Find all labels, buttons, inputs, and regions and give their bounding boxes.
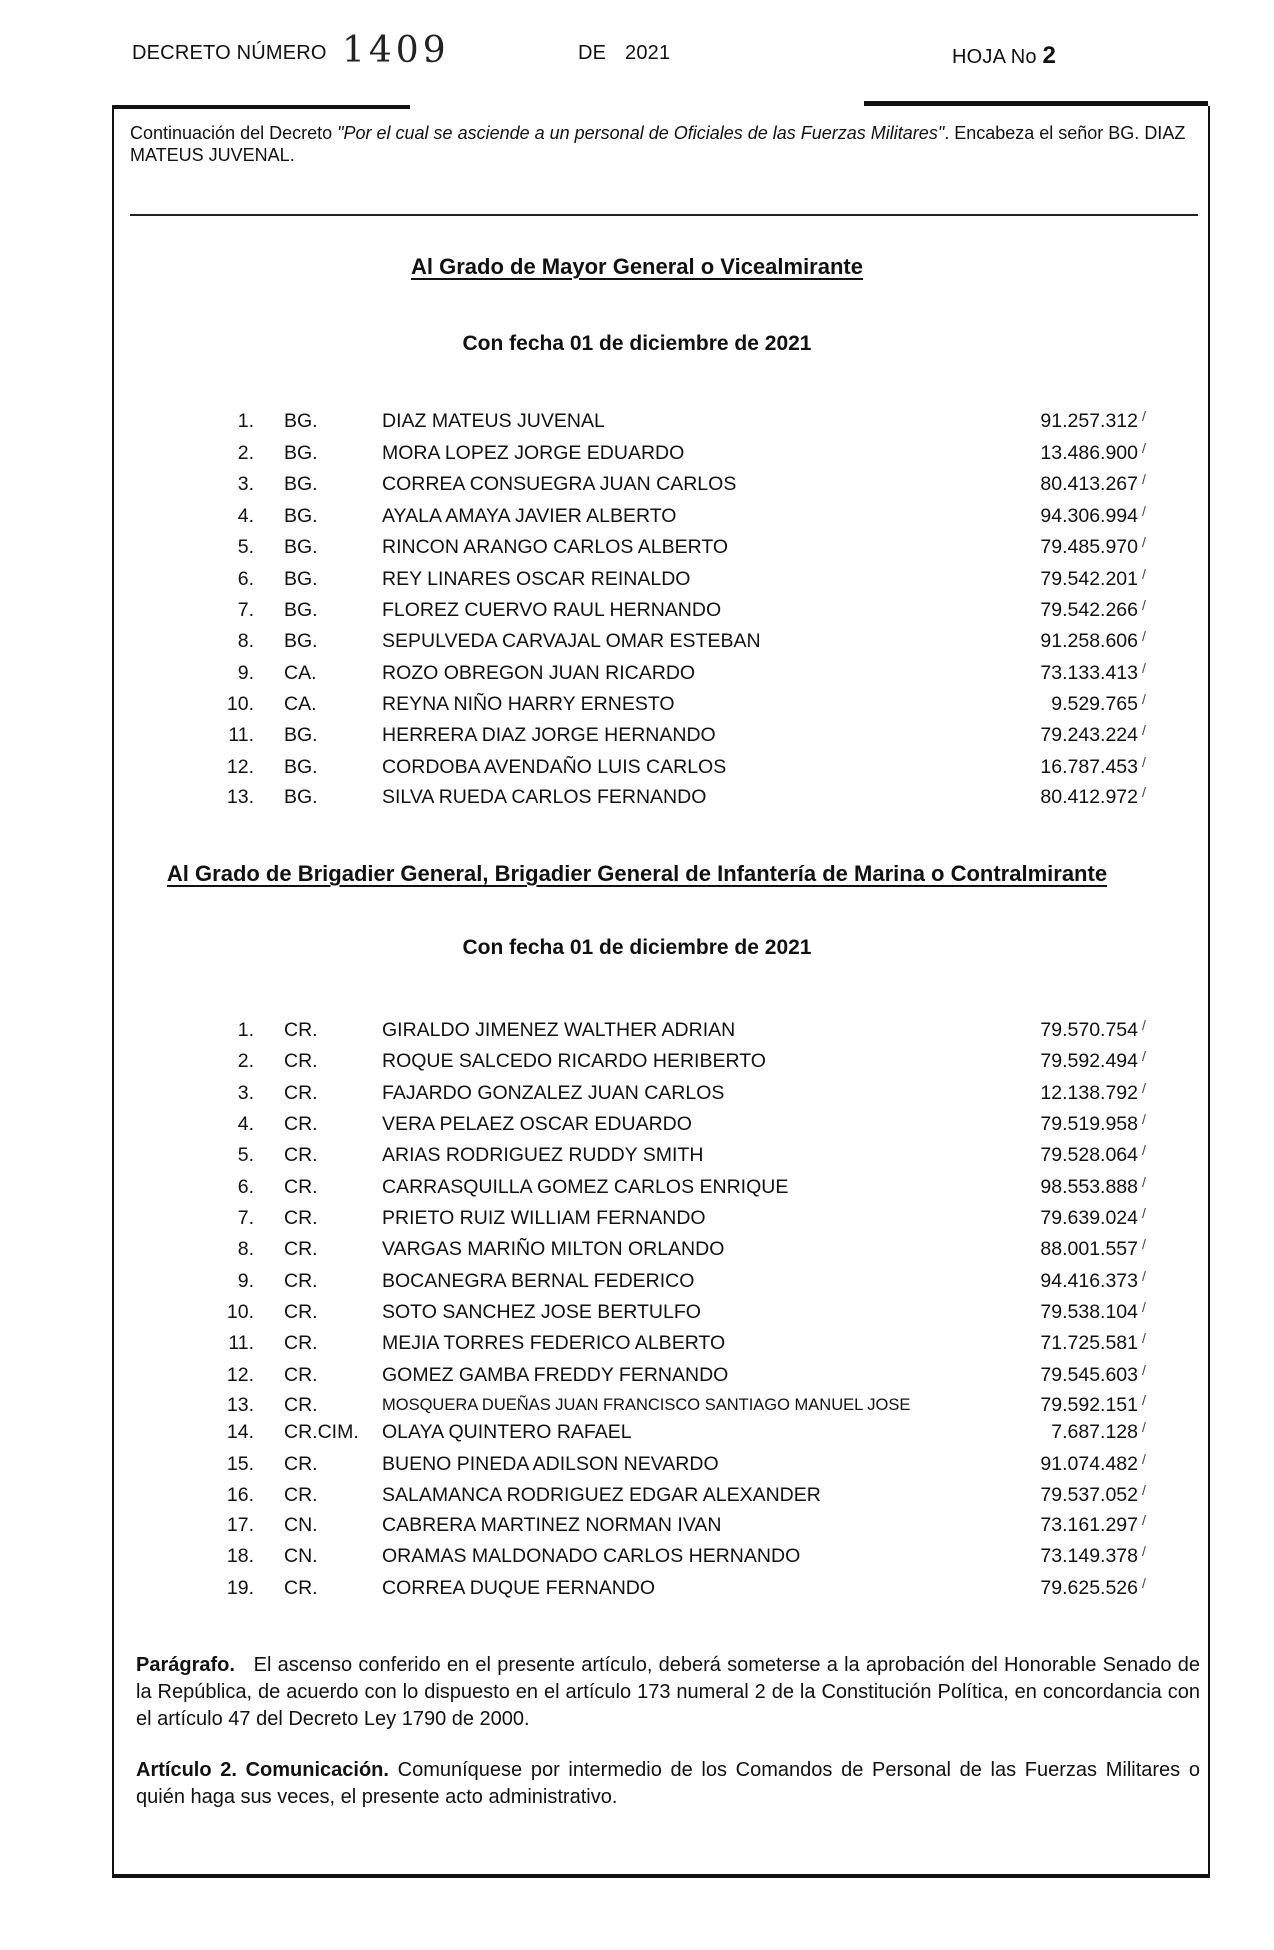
row-number: 9.	[237, 1270, 254, 1292]
row-name: REY LINARES OSCAR REINALDO	[382, 568, 691, 590]
intro-divider	[130, 214, 1198, 216]
row-name: VERA PELAEZ OSCAR EDUARDO	[382, 1113, 692, 1135]
table-row	[0, 756, 1274, 782]
row-id-number: 79.542.266	[1040, 599, 1138, 621]
table-row	[0, 786, 1274, 812]
row-rank: CR.	[284, 1301, 318, 1323]
check-mark-icon: /	[1142, 754, 1146, 770]
row-number: 6.	[237, 1176, 254, 1198]
row-number: 14.	[226, 1421, 254, 1443]
table-row	[0, 1270, 1274, 1296]
check-mark-icon: /	[1142, 1299, 1146, 1315]
row-name: ORAMAS MALDONADO CARLOS HERNANDO	[382, 1545, 801, 1567]
articulo-2	[136, 1757, 1200, 1811]
row-number: 17.	[226, 1514, 254, 1536]
row-id-number: 16.787.453	[1040, 756, 1138, 778]
table-row	[0, 630, 1274, 656]
table-row	[0, 1577, 1274, 1603]
check-mark-icon: /	[1142, 1543, 1146, 1559]
row-id-number: 71.725.581	[1040, 1332, 1138, 1354]
row-rank: BG.	[284, 410, 318, 432]
decree-number: 1409	[342, 30, 450, 71]
table-row	[0, 1394, 1274, 1420]
table-row	[0, 442, 1274, 468]
row-number: 5.	[237, 1144, 254, 1166]
row-id-number: 79.592.494	[1040, 1050, 1138, 1072]
row-rank: CR.	[284, 1207, 318, 1229]
row-rank: BG.	[284, 536, 318, 558]
row-id-number: 80.412.972	[1040, 786, 1138, 808]
row-rank: BG.	[284, 505, 318, 527]
check-mark-icon: /	[1142, 1392, 1146, 1408]
sheet-label	[952, 42, 1056, 70]
row-name: FAJARDO GONZALEZ JUAN CARLOS	[382, 1082, 725, 1104]
table-row	[0, 505, 1274, 531]
row-rank: CR.	[284, 1050, 318, 1072]
row-id-number: 79.537.052	[1040, 1484, 1138, 1506]
row-name: CORREA CONSUEGRA JUAN CARLOS	[382, 473, 737, 495]
row-rank: CN.	[284, 1514, 318, 1536]
check-mark-icon: /	[1142, 1268, 1146, 1284]
articulo-2-text: Comuníquese por intermedio de los Comandos de Personal de las Fuerzas Militares o quién haga sus veces, el presente acto administrativo.	[136, 1759, 1200, 1808]
year-label: DE	[578, 42, 607, 64]
row-number: 13.	[226, 1394, 254, 1416]
table-row	[0, 1207, 1274, 1233]
check-mark-icon: /	[1142, 1330, 1146, 1346]
row-rank: BG.	[284, 786, 318, 808]
row-rank: CA.	[284, 693, 317, 715]
row-rank: BG.	[284, 568, 318, 590]
row-name: ROQUE SALCEDO RICARDO HERIBERTO	[382, 1050, 766, 1072]
check-mark-icon: /	[1142, 1017, 1146, 1033]
table-row	[0, 1453, 1274, 1479]
table-row	[0, 724, 1274, 750]
row-number: 7.	[237, 1207, 254, 1229]
table-row	[0, 1421, 1274, 1447]
row-name: MOSQUERA DUEÑAS JUAN FRANCISCO SANTIAGO MANUEL JOSE	[382, 1396, 911, 1414]
row-number: 10.	[226, 1301, 254, 1323]
row-id-number: 79.592.151	[1040, 1394, 1138, 1416]
row-rank: CR.	[284, 1270, 318, 1292]
row-name: MEJIA TORRES FEDERICO ALBERTO	[382, 1332, 726, 1354]
table-row	[0, 536, 1274, 562]
row-id-number: 91.074.482	[1040, 1453, 1138, 1475]
check-mark-icon: /	[1142, 1512, 1146, 1528]
row-rank: BG.	[284, 599, 318, 621]
row-rank: BG.	[284, 473, 318, 495]
row-name: SILVA RUEDA CARLOS FERNANDO	[382, 786, 707, 808]
row-rank: CA.	[284, 662, 317, 684]
check-mark-icon: /	[1142, 691, 1146, 707]
row-rank: BG.	[284, 724, 318, 746]
check-mark-icon: /	[1142, 1174, 1146, 1190]
row-id-number: 12.138.792	[1040, 1082, 1138, 1104]
row-name: HERRERA DIAZ JORGE HERNANDO	[382, 724, 716, 746]
check-mark-icon: /	[1142, 784, 1146, 800]
row-rank: CR.	[284, 1019, 318, 1041]
section-date: Con fecha 01 de diciembre de 2021	[462, 332, 812, 355]
table-row	[0, 1082, 1274, 1108]
table-row	[0, 1176, 1274, 1202]
row-id-number: 73.133.413	[1040, 662, 1138, 684]
row-rank: CR.	[284, 1577, 318, 1599]
table-row	[0, 1364, 1274, 1390]
row-rank: CR.	[284, 1453, 318, 1475]
row-id-number: 91.257.312	[1040, 410, 1138, 432]
row-id-number: 88.001.557	[1040, 1238, 1138, 1260]
row-id-number: 73.149.378	[1040, 1545, 1138, 1567]
check-mark-icon: /	[1142, 471, 1146, 487]
table-row	[0, 1484, 1274, 1510]
row-id-number: 94.306.994	[1040, 505, 1138, 527]
check-mark-icon: /	[1142, 1048, 1146, 1064]
row-number: 19.	[226, 1577, 254, 1599]
row-number: 4.	[237, 1113, 254, 1135]
row-number: 12.	[226, 756, 254, 778]
row-rank: CR.	[284, 1484, 318, 1506]
decree-label: DECRETO NÚMERO	[132, 42, 327, 64]
sheet-label-text: HOJA No	[952, 46, 1037, 68]
row-name: CARRASQUILLA GOMEZ CARLOS ENRIQUE	[382, 1176, 789, 1198]
table-row	[0, 1238, 1274, 1264]
row-id-number: 7.687.128	[1051, 1421, 1138, 1443]
row-id-number: 79.542.201	[1040, 568, 1138, 590]
row-rank: BG.	[284, 756, 318, 778]
table-row	[0, 1113, 1274, 1139]
row-number: 2.	[237, 1050, 254, 1072]
row-name: CORREA DUQUE FERNANDO	[382, 1577, 656, 1599]
row-number: 7.	[237, 599, 254, 621]
document-frame	[112, 106, 1210, 1878]
row-id-number: 79.538.104	[1040, 1301, 1138, 1323]
row-id-number: 94.416.373	[1040, 1270, 1138, 1292]
row-number: 8.	[237, 1238, 254, 1260]
row-name: SALAMANCA RODRIGUEZ EDGAR ALEXANDER	[382, 1484, 821, 1506]
check-mark-icon: /	[1142, 408, 1146, 424]
table-row	[0, 1332, 1274, 1358]
row-name: BUENO PINEDA ADILSON NEVARDO	[382, 1453, 719, 1475]
row-id-number: 79.639.024	[1040, 1207, 1138, 1229]
paragrafo-text: El ascenso conferido en el presente artículo, deberá someterse a la aprobación del Honorable Senado de la República, de acuerdo con lo dispuesto en el artículo 173 numeral 2 de la Constitución Política, en concordancia con el artículo 47 del Decreto Ley 1790 de 2000.	[136, 1654, 1201, 1730]
table-row	[0, 693, 1274, 719]
check-mark-icon: /	[1142, 1111, 1146, 1127]
row-rank: CR.	[284, 1238, 318, 1260]
section-date: Con fecha 01 de diciembre de 2021	[462, 936, 812, 959]
row-name: OLAYA QUINTERO RAFAEL	[382, 1421, 632, 1443]
row-id-number: 79.519.958	[1040, 1113, 1138, 1135]
check-mark-icon: /	[1142, 1205, 1146, 1221]
row-rank: CR.	[284, 1082, 318, 1104]
row-number: 1.	[237, 1019, 254, 1041]
row-number: 18.	[226, 1545, 254, 1567]
check-mark-icon: /	[1142, 1362, 1146, 1378]
row-name: SEPULVEDA CARVAJAL OMAR ESTEBAN	[382, 630, 761, 652]
row-name: CABRERA MARTINEZ NORMAN IVAN	[382, 1514, 722, 1536]
row-name: DIAZ MATEUS JUVENAL	[382, 410, 605, 432]
section-title-text: Al Grado de Mayor General o Vicealmirante	[411, 254, 863, 279]
check-mark-icon: /	[1142, 660, 1146, 676]
paragrafo	[136, 1652, 1200, 1733]
check-mark-icon: /	[1142, 1575, 1146, 1591]
row-id-number: 79.243.224	[1040, 724, 1138, 746]
row-number: 9.	[237, 662, 254, 684]
decree-year: 2021	[625, 42, 671, 64]
row-name: ARIAS RODRIGUEZ RUDDY SMITH	[382, 1144, 704, 1166]
row-name: PRIETO RUIZ WILLIAM FERNANDO	[382, 1207, 706, 1229]
row-id-number: 9.529.765	[1051, 693, 1138, 715]
row-rank: BG.	[284, 442, 318, 464]
row-id-number: 13.486.900	[1040, 442, 1138, 464]
row-rank: CR.	[284, 1394, 318, 1416]
table-row	[0, 473, 1274, 499]
section-title-brigadier-general	[0, 861, 1274, 887]
row-id-number: 79.528.064	[1040, 1144, 1138, 1166]
decree-title: "Por el cual se asciende a un personal de Oficiales de las Fuerzas Militares"	[337, 123, 945, 143]
sheet-number: 2	[1042, 42, 1057, 69]
row-rank: CR.	[284, 1332, 318, 1354]
table-row	[0, 568, 1274, 594]
check-mark-icon: /	[1142, 566, 1146, 582]
row-name: SOTO SANCHEZ JOSE BERTULFO	[382, 1301, 701, 1323]
row-id-number: 79.570.754	[1040, 1019, 1138, 1041]
row-id-number: 80.413.267	[1040, 473, 1138, 495]
row-name: ROZO OBREGON JUAN RICARDO	[382, 662, 696, 684]
row-number: 2.	[237, 442, 254, 464]
row-number: 16.	[226, 1484, 254, 1506]
row-number: 4.	[237, 505, 254, 527]
continuation-note	[130, 122, 1190, 166]
row-rank: CN.	[284, 1545, 318, 1567]
intro-suffix: . Encabeza el señor BG. DIAZ MATEUS JUVENAL.	[130, 123, 1186, 165]
row-number: 15.	[226, 1453, 254, 1475]
check-mark-icon: /	[1142, 1236, 1146, 1252]
check-mark-icon: /	[1142, 722, 1146, 738]
row-name: CORDOBA AVENDAÑO LUIS CARLOS	[382, 756, 727, 778]
intro-prefix: Continuación del Decreto	[130, 123, 338, 143]
row-number: 11.	[228, 724, 254, 746]
articulo-2-label: Artículo 2. Comunicación.	[136, 1759, 389, 1781]
row-name: BOCANEGRA BERNAL FEDERICO	[382, 1270, 695, 1292]
row-number: 3.	[237, 473, 254, 495]
row-rank: CR.	[284, 1364, 318, 1386]
row-id-number: 98.553.888	[1040, 1176, 1138, 1198]
check-mark-icon: /	[1142, 597, 1146, 613]
row-rank: CR.	[284, 1176, 318, 1198]
table-row	[0, 1019, 1274, 1045]
section-title-text: Al Grado de Brigadier General, Brigadier General de Infantería de Marina o Contralmirante	[166, 861, 1108, 886]
row-id-number: 73.161.297	[1040, 1514, 1138, 1536]
row-number: 13.	[226, 786, 254, 808]
row-name: MORA LOPEZ JORGE EDUARDO	[382, 442, 685, 464]
section-title-mayor-general	[0, 254, 1274, 280]
row-rank: CR.CIM.	[284, 1421, 359, 1443]
row-number: 11.	[228, 1332, 254, 1354]
row-name: REYNA NIÑO HARRY ERNESTO	[382, 693, 675, 715]
table-row	[0, 662, 1274, 688]
table-row	[0, 1514, 1274, 1540]
row-id-number: 91.258.606	[1040, 630, 1138, 652]
table-row	[0, 410, 1274, 436]
check-mark-icon: /	[1142, 1080, 1146, 1096]
check-mark-icon: /	[1142, 534, 1146, 550]
row-id-number: 79.625.526	[1040, 1577, 1138, 1599]
row-rank: CR.	[284, 1113, 318, 1135]
row-number: 10.	[226, 693, 254, 715]
row-name: AYALA AMAYA JAVIER ALBERTO	[382, 505, 677, 527]
check-mark-icon: /	[1142, 1419, 1146, 1435]
table-row	[0, 1050, 1274, 1076]
check-mark-icon: /	[1142, 1451, 1146, 1467]
table-row	[0, 1144, 1274, 1170]
row-rank: BG.	[284, 630, 318, 652]
row-rank: CR.	[284, 1144, 318, 1166]
row-number: 3.	[237, 1082, 254, 1104]
row-name: FLOREZ CUERVO RAUL HERNANDO	[382, 599, 722, 621]
check-mark-icon: /	[1142, 503, 1146, 519]
table-row	[0, 1545, 1274, 1571]
check-mark-icon: /	[1142, 628, 1146, 644]
table-row	[0, 1301, 1274, 1327]
row-number: 8.	[237, 630, 254, 652]
row-name: RINCON ARANGO CARLOS ALBERTO	[382, 536, 729, 558]
row-number: 6.	[237, 568, 254, 590]
row-number: 1.	[237, 410, 254, 432]
table-row	[0, 599, 1274, 625]
paragrafo-label: Parágrafo.	[136, 1654, 235, 1676]
row-name: VARGAS MARIÑO MILTON ORLANDO	[382, 1238, 725, 1260]
check-mark-icon: /	[1142, 1142, 1146, 1158]
row-name: GOMEZ GAMBA FREDDY FERNANDO	[382, 1364, 729, 1386]
row-id-number: 79.485.970	[1040, 536, 1138, 558]
row-name: GIRALDO JIMENEZ WALTHER ADRIAN	[382, 1019, 736, 1041]
check-mark-icon: /	[1142, 1482, 1146, 1498]
row-number: 5.	[237, 536, 254, 558]
check-mark-icon: /	[1142, 440, 1146, 456]
row-number: 12.	[226, 1364, 254, 1386]
row-id-number: 79.545.603	[1040, 1364, 1138, 1386]
